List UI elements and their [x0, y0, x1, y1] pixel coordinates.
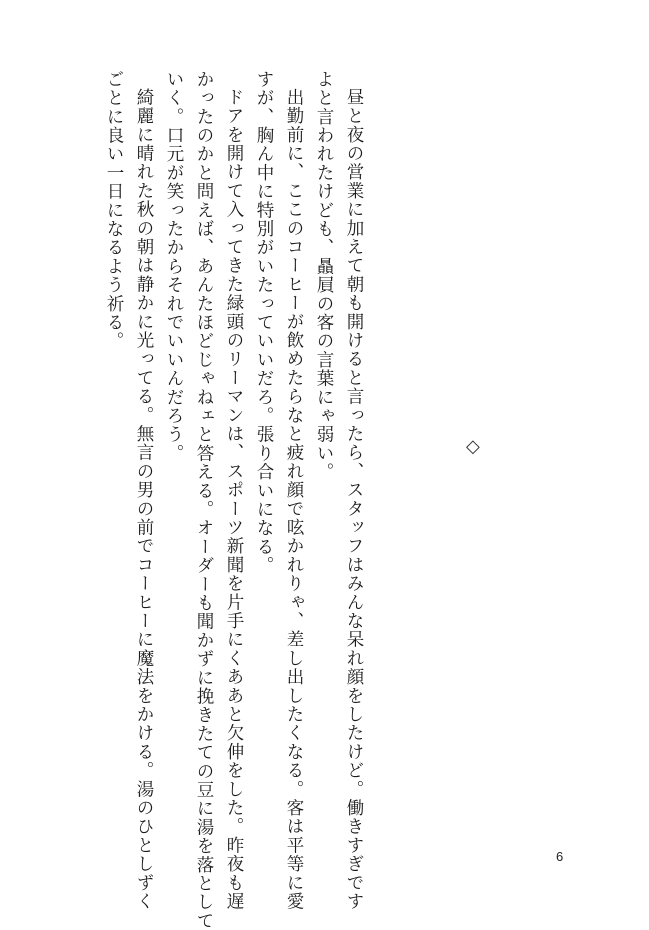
vertical-text-block: [99, 70, 369, 930]
text-line: いく。口元が笑ったからそれでいいんだろう。: [164, 70, 184, 463]
text-line: ドアを開けて入ってきた緑頭のリーマンは、スポーツ新聞を片手にくああと欠伸をした。昨夜も遅: [224, 87, 244, 911]
text-line: 出勤前に、ここのコーヒーが飲めたらなと疲れ顔で呟かれりゃ、差し出したくなる。客は平等に愛: [284, 87, 304, 911]
text-line: かったのかと問えば、あんたほどじゃねェと答える。オーダーも聞かずに挽きたての豆に湯を落として: [194, 70, 214, 930]
text-line: よと言われたけども、贔屓の客の言葉にゃ弱い。: [314, 70, 334, 482]
page-number: 6: [556, 849, 564, 864]
text-line: すが、胸ん中に特別がいたっていいだろ。張り合いになる。: [254, 70, 274, 575]
text-line: 昼と夜の営業に加えて朝も開けると言ったら、スタッフはみんな呆れ顔をしたけど。働きすぎです: [344, 87, 364, 911]
section-divider-icon: ◇: [466, 436, 480, 457]
text-line: ごとに良い一日になるよう祈る。: [104, 70, 124, 351]
text-line: 綺麗に晴れた秋の朝は静かに光ってる。無言の男の前でコーヒーに魔法をかける。湯のひとしずく: [134, 87, 154, 911]
